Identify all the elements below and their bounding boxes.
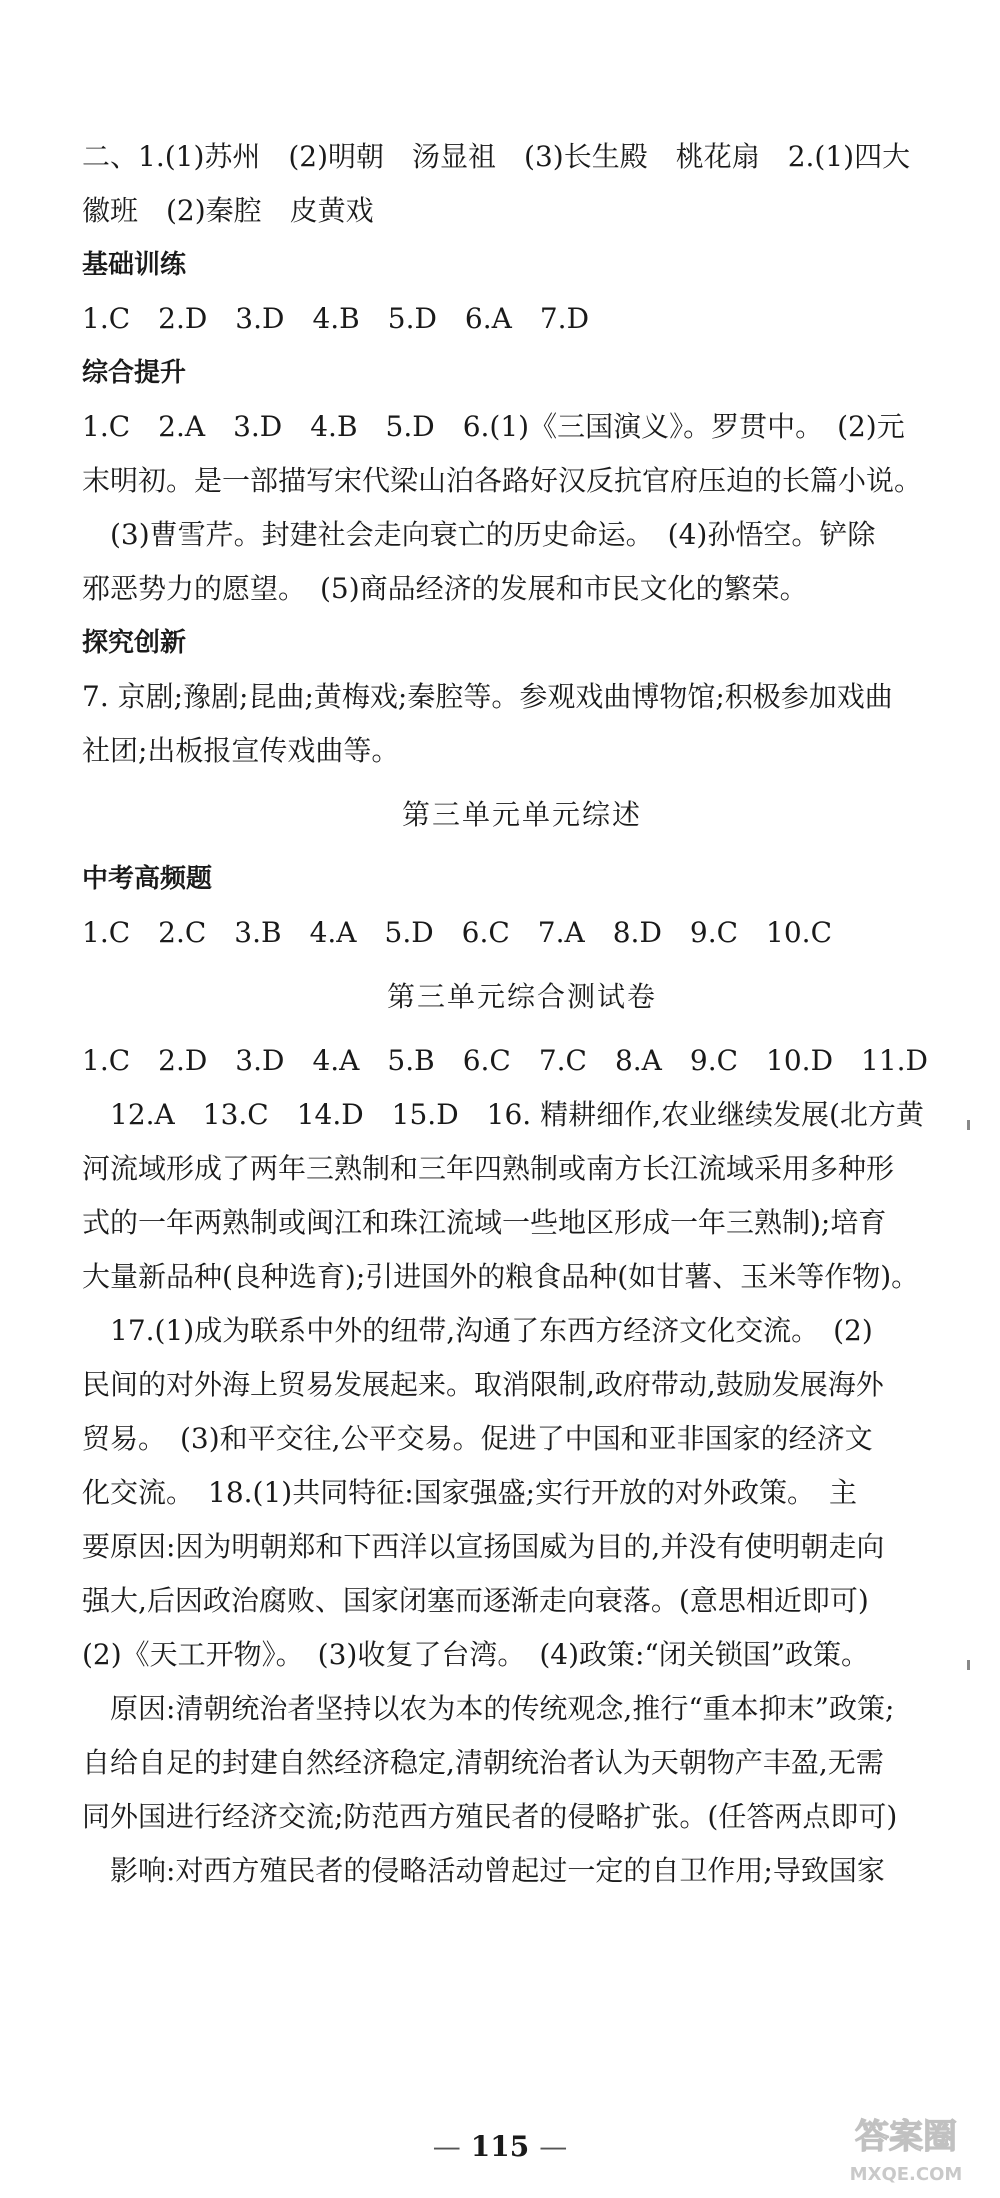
answer-line: 原因:清朝统治者坚持以农为本的传统观念,推行“重本抑末”政策; [110, 1692, 895, 1725]
page-number-dash-right: — [539, 2130, 568, 2163]
margin-tick [967, 1660, 970, 1670]
watermark-logo [826, 2108, 986, 2188]
answer-line: 大量新品种(良种选育);引进国外的粮食品种(如甘薯、玉米等作物)。 [82, 1260, 920, 1293]
section-heading-zhongkao: 中考高频题 [82, 864, 213, 894]
answer-line: 1.C 2.D 3.D 4.B 5.D 6.A 7.D [82, 302, 590, 335]
answer-line: (2)《天工开物》。 (3)收复了台湾。 (4)政策:“闭关锁国”政策。 [82, 1638, 870, 1671]
answer-line: 末明初。是一部描写宋代梁山泊各路好汉反抗官府压迫的长篇小说。 [82, 464, 923, 497]
answer-line: 同外国进行经济交流;防范西方殖民者的侵略扩张。(任答两点即可) [82, 1800, 898, 1833]
page-number-dash-left: — [432, 2130, 461, 2163]
page-number-value: 115 [470, 2130, 530, 2163]
answer-line: 邪恶势力的愿望。 (5)商品经济的发展和市民文化的繁荣。 [82, 572, 808, 605]
section-heading-zonghe: 综合提升 [82, 358, 187, 388]
answer-line: 17.(1)成为联系中外的纽带,沟通了东西方经济文化交流。 (2) [110, 1314, 873, 1347]
answer-line: 社团;出板报宣传戏曲等。 [82, 734, 400, 767]
answer-line: 强大,后因政治腐败、国家闭塞而逐渐走向衰落。(意思相近即可) [82, 1584, 869, 1617]
unit-test-title: 第三单元综合测试卷 [386, 980, 657, 1013]
answer-line: 河流域形成了两年三熟制和三年四熟制或南方长江流域采用多种形 [82, 1152, 895, 1185]
answer-line: 影响:对西方殖民者的侵略活动曾起过一定的自卫作用;导致国家 [110, 1854, 885, 1887]
margin-tick [967, 1120, 970, 1130]
answer-line: 民间的对外海上贸易发展起来。取消限制,政府带动,鼓励发展海外 [82, 1368, 884, 1401]
section-heading-tanjiu: 探究创新 [82, 628, 187, 658]
answer-line: 化交流。 18.(1)共同特征:国家强盛;实行开放的对外政策。 主 [82, 1476, 858, 1509]
answer-page-body [82, 130, 962, 1898]
answer-line: 式的一年两熟制或闽江和珠江流域一些地区形成一年三熟制);培育 [82, 1206, 887, 1239]
answer-line: 12.A 13.C 14.D 15.D 16. 精耕细作,农业继续发展(北方黄 [110, 1098, 924, 1131]
unit-summary-title: 第三单元单元综述 [401, 798, 642, 831]
answer-line: 1.C 2.A 3.D 4.B 5.D 6.(1)《三国演义》。罗贯中。 (2)元 [82, 410, 905, 443]
answer-line: 徽班 (2)秦腔 皮黄戏 [82, 194, 374, 227]
watermark-text: 答案圈 [855, 2117, 957, 2157]
answer-line: 二、1.(1)苏州 (2)明朝 汤显祖 (3)长生殿 桃花扇 2.(1)四大 [82, 140, 911, 173]
answer-line: (3)曹雪芹。封建社会走向衰亡的历史命运。 (4)孙悟空。铲除 [110, 518, 876, 551]
answer-line: 1.C 2.C 3.B 4.A 5.D 6.C 7.A 8.D 9.C 10.C [82, 916, 832, 949]
watermark-url: MXQE.COM [849, 2164, 963, 2185]
answer-line: 自给自足的封建自然经济稳定,清朝统治者认为天朝物产丰盈,无需 [82, 1746, 884, 1779]
answer-line: 7. 京剧;豫剧;昆曲;黄梅戏;秦腔等。参观戏曲博物馆;积极参加戏曲 [82, 680, 893, 713]
answer-line: 贸易。 (3)和平交往,公平交易。促进了中国和亚非国家的经济文 [82, 1422, 873, 1455]
section-heading-jichu: 基础训练 [82, 250, 187, 280]
answer-line: 要原因:因为明朝郑和下西洋以宣扬国威为目的,并没有使明朝走向 [82, 1530, 885, 1563]
answer-line: 1.C 2.D 3.D 4.A 5.B 6.C 7.C 8.A 9.C 10.D 11.D [82, 1044, 929, 1077]
